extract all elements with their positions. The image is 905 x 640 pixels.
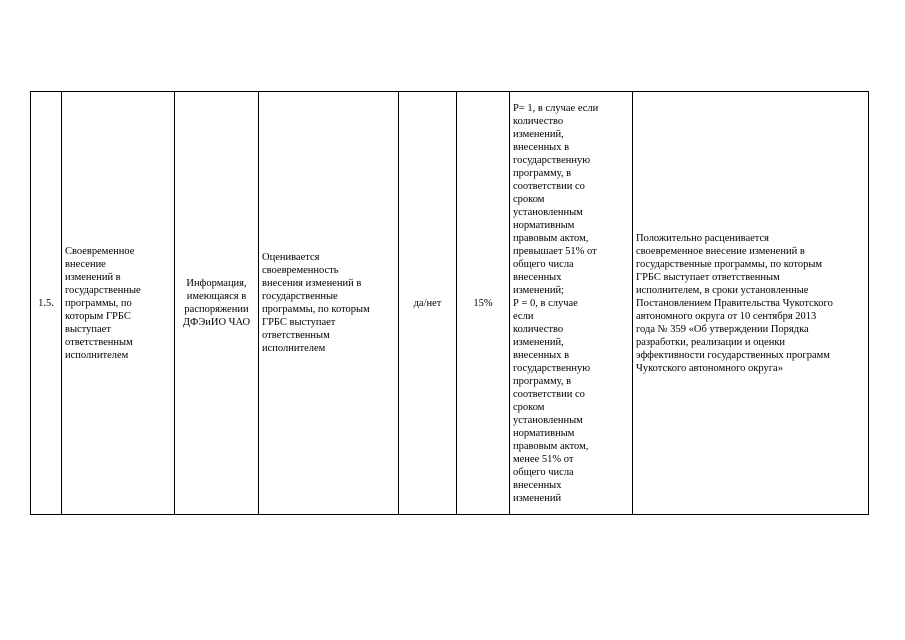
unit-of-measure: да/нет — [399, 92, 457, 515]
information-source: Информация, имеющаяся в распоряжении ДФЭиИО ЧАО — [175, 92, 259, 515]
calculation-formula: Р= 1, в случае если количество изменений, внесенных в государственную программу, в соответствии со сроком установленным нормативным правовым актом, превышает 51% от общего числа внесенных изменений; Р = 0, в случае если количество изменений, внесенных в государственную программу, в соответствии со сроком установленным нормативным правовым актом, менее 51% от общего числа внесенных изменений — [510, 92, 633, 515]
table-row — [31, 92, 869, 515]
indicator-description: Оценивается своевременность внесения изменений в государственные программы, по которым ГРБС выступает ответственным исполнителем — [259, 92, 399, 515]
indicator-name: Своевременное внесение изменений в государственные программы, по которым ГРБС выступает ответственным исполнителем — [62, 92, 175, 515]
weight-percent: 15% — [457, 92, 510, 515]
comment-text: Положительно расценивается своевременное внесение изменений в государственные программы, по которым ГРБС выступает ответственным исполнителем, в сроки установленные Постановлением Правительства Чукотского автономного округа от 10 сентября 2013 года № 359 «Об утверждении Порядка разработки, реализации и оценки эффективности государственных программ Чукотского автономного округа» — [633, 92, 869, 515]
criteria-table — [30, 91, 869, 515]
row-number: 1.5. — [31, 92, 62, 515]
